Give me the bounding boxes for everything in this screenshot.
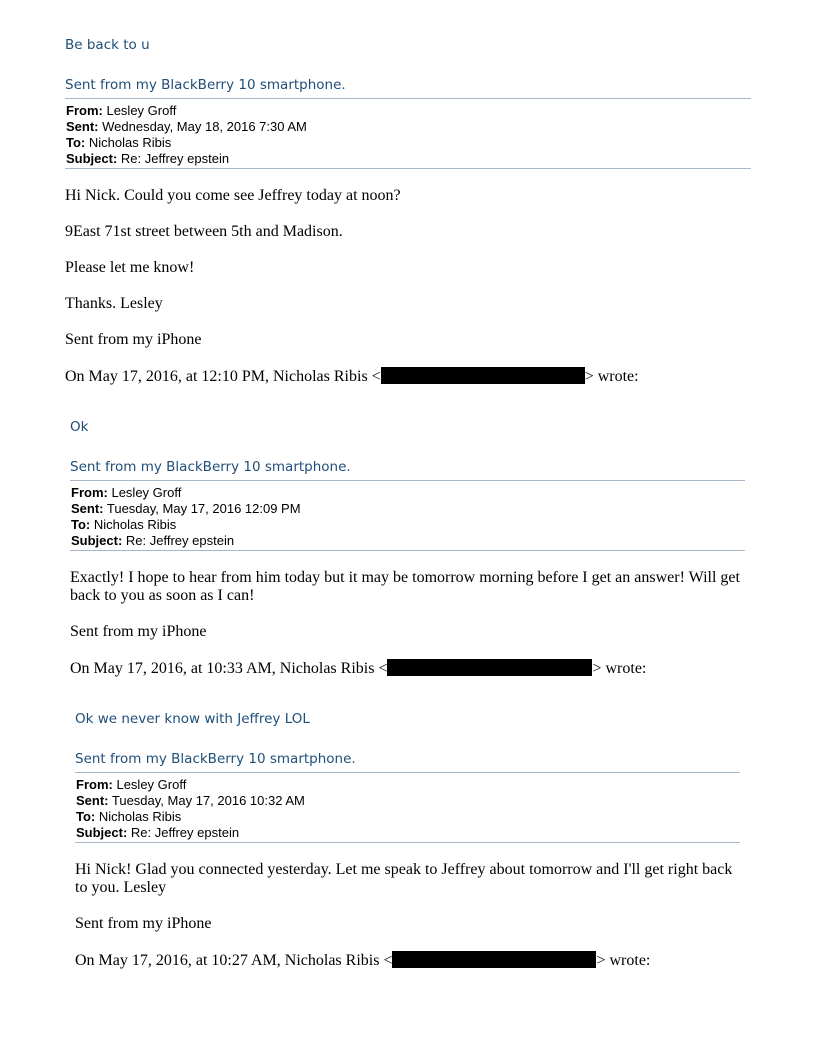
wrote-suffix: > wrote: — [584, 368, 639, 385]
iphone-signature: Sent from my iPhone — [75, 915, 212, 932]
to-value: Nicholas Ribis — [98, 809, 182, 824]
body-line: Please let me know! — [65, 259, 195, 276]
redaction-block — [387, 659, 592, 676]
reply-text: Be back to u — [65, 37, 150, 53]
from-value: Lesley Groff — [116, 777, 187, 792]
to-value: Nicholas Ribis — [93, 517, 177, 532]
sent-label: Sent: — [71, 501, 104, 516]
email-header — [66, 103, 307, 167]
from-value: Lesley Groff — [106, 103, 177, 118]
sent-value: Wednesday, May 18, 2016 7:30 AM — [102, 119, 307, 134]
blackberry-signature: Sent from my BlackBerry 10 smartphone. — [75, 751, 356, 767]
body-paragraph: Hi Nick! Glad you connected yesterday. Let me speak to Jeffrey about tomorrow and I'll get right back to you. Lesley — [75, 861, 733, 896]
iphone-signature: Sent from my iPhone — [65, 331, 202, 348]
wrote-suffix: > wrote: — [592, 660, 647, 677]
header-bottom-rule — [70, 550, 745, 551]
sent-value: Tuesday, May 17, 2016 12:09 PM — [106, 501, 301, 516]
subject-value: Re: Jeffrey epstein — [120, 151, 230, 166]
header-bottom-rule — [75, 842, 740, 843]
header-bottom-rule — [65, 168, 751, 169]
reply-text: Ok — [70, 419, 89, 435]
sent-label: Sent: — [76, 793, 109, 808]
wrote-prefix: On May 17, 2016, at 12:10 PM, Nicholas Ribis < — [65, 368, 381, 385]
to-label: To: — [76, 809, 96, 824]
from-label: From: — [76, 777, 113, 792]
body-line: 9East 71st street between 5th and Madison. — [65, 223, 343, 240]
email-header — [71, 485, 301, 549]
blackberry-signature: Sent from my BlackBerry 10 smartphone. — [65, 77, 346, 93]
to-label: To: — [71, 517, 91, 532]
quote-attribution — [75, 951, 650, 970]
to-label: To: — [66, 135, 86, 150]
quote-attribution — [65, 367, 639, 386]
from-label: From: — [66, 103, 103, 118]
header-top-rule — [70, 480, 745, 481]
to-value: Nicholas Ribis — [88, 135, 172, 150]
quote-attribution — [70, 659, 646, 678]
subject-label: Subject: — [66, 151, 118, 166]
from-value: Lesley Groff — [111, 485, 182, 500]
wrote-prefix: On May 17, 2016, at 10:33 AM, Nicholas Ribis < — [70, 660, 388, 677]
body-paragraph: Exactly! I hope to hear from him today but it may be tomorrow morning before I get an answer! Will get back to you as soon as I can! — [70, 569, 740, 604]
from-label: From: — [71, 485, 108, 500]
body-line: Thanks. Lesley — [65, 295, 163, 312]
email-header — [76, 777, 305, 841]
header-top-rule — [75, 772, 740, 773]
subject-label: Subject: — [76, 825, 128, 840]
sent-value: Tuesday, May 17, 2016 10:32 AM — [111, 793, 305, 808]
redaction-block — [392, 951, 596, 968]
wrote-suffix: > wrote: — [596, 952, 651, 969]
body-line: Hi Nick. Could you come see Jeffrey today at noon? — [65, 187, 401, 204]
reply-text: Ok we never know with Jeffrey LOL — [75, 711, 310, 727]
iphone-signature: Sent from my iPhone — [70, 623, 207, 640]
subject-value: Re: Jeffrey epstein — [130, 825, 240, 840]
sent-label: Sent: — [66, 119, 99, 134]
subject-label: Subject: — [71, 533, 123, 548]
blackberry-signature: Sent from my BlackBerry 10 smartphone. — [70, 459, 351, 475]
wrote-prefix: On May 17, 2016, at 10:27 AM, Nicholas Ribis < — [75, 952, 393, 969]
subject-value: Re: Jeffrey epstein — [125, 533, 235, 548]
header-top-rule — [65, 98, 751, 99]
redaction-block — [381, 367, 585, 384]
